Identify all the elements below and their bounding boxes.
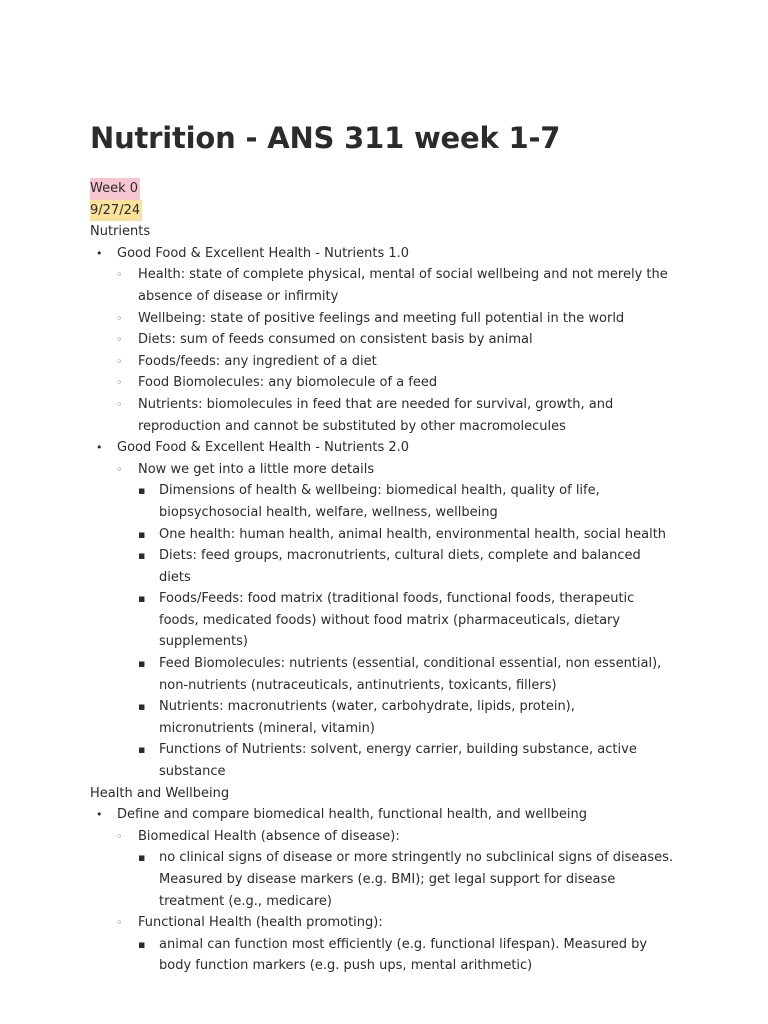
- list-item-text: Now we get into a little more details: [138, 461, 375, 477]
- list-item-text: Biomedical Health (absence of disease):: [138, 828, 400, 844]
- list-item-text: Dimensions of health & wellbeing: biomedical health, quality of life, biopsychosocial health, welfare, wellness, wellbeing: [159, 483, 600, 520]
- page-title: Nutrition - ANS 311 week 1-7: [90, 121, 561, 155]
- week-line: [90, 178, 690, 200]
- circle-bullet-icon: ◦: [116, 311, 123, 325]
- list-item: [90, 329, 690, 351]
- list-item-text: Wellbeing: state of positive feelings and meeting full potential in the world: [138, 310, 625, 326]
- bullet-icon: •: [96, 246, 103, 260]
- date-label: 9/27/24: [90, 200, 142, 222]
- circle-bullet-icon: ◦: [116, 397, 123, 411]
- list-item-text: Diets: feed groups, macronutrients, cultural diets, complete and balanced diets: [159, 548, 641, 585]
- square-bullet-icon: ▪: [138, 700, 146, 714]
- list-item-text: animal can function most efficiently (e.g. functional lifespan). Measured by body function markers (e.g. push ups, mental arithmetic): [159, 936, 648, 974]
- square-bullet-icon: ▪: [138, 592, 146, 606]
- square-bullet-icon: ▪: [138, 657, 146, 671]
- list-item: [90, 372, 690, 394]
- list-item-text: Functional Health (health promoting):: [138, 915, 383, 931]
- list-item: [90, 243, 690, 265]
- circle-bullet-icon: ◦: [116, 268, 123, 282]
- note-page: [90, 118, 690, 977]
- date-line: [90, 200, 690, 222]
- circle-bullet-icon: ◦: [116, 354, 123, 368]
- list-item: [90, 394, 690, 437]
- list-item-text: Health: state of complete physical, mental of social wellbeing and not merely the absence of disease or infirmity: [138, 267, 668, 304]
- list-item: [90, 545, 690, 588]
- list-item-text: Feed Biomolecules: nutrients (essential, conditional essential, non essential), non-nutrients (nutraceuticals, antinutrients, toxicants, fillers): [159, 656, 662, 693]
- list-item-text: Functions of Nutrients: solvent, energy carrier, building substance, active substance: [159, 742, 637, 780]
- list-item: [90, 826, 690, 848]
- list-item-text: Nutrients: biomolecules in feed that are needed for survival, growth, and reproduction and cannot be substituted by other macromolecules: [138, 396, 614, 434]
- list-item: [90, 804, 690, 826]
- list-item: [90, 524, 690, 546]
- circle-bullet-icon: ◦: [116, 333, 123, 347]
- list-item-text: Good Food & Excellent Health - Nutrients 1.0: [117, 245, 410, 261]
- circle-bullet-icon: ◦: [116, 916, 123, 930]
- list-item: [90, 653, 690, 696]
- list-item: [90, 264, 690, 307]
- list-item: [90, 912, 690, 934]
- list-item: [90, 739, 690, 782]
- circle-bullet-icon: ◦: [116, 376, 123, 390]
- square-bullet-icon: ▪: [138, 851, 146, 865]
- circle-bullet-icon: ◦: [116, 829, 123, 843]
- list-item-text: Nutrients: macronutrients (water, carbohydrate, lipids, protein), micronutrients (mineral, vitamin): [159, 699, 575, 736]
- square-bullet-icon: ▪: [138, 937, 146, 951]
- section-heading-nutrients: Nutrients: [90, 224, 151, 240]
- list-item: [90, 437, 690, 459]
- list-item-text: no clinical signs of disease or more stringently no subclinical signs of diseases. Measured by disease markers (e.g. BMI); get legal support for disease treatment (e.g., medicare): [159, 850, 674, 909]
- list-item: [90, 459, 690, 481]
- circle-bullet-icon: ◦: [116, 462, 123, 476]
- list-item-text: Define and compare biomedical health, functional health, and wellbeing: [117, 807, 587, 823]
- health-list: [90, 804, 690, 977]
- square-bullet-icon: ▪: [138, 549, 146, 563]
- list-item: [90, 351, 690, 373]
- list-item: [90, 847, 690, 912]
- square-bullet-icon: ▪: [138, 484, 146, 498]
- list-item-text: Food Biomolecules: any biomolecule of a feed: [138, 375, 438, 391]
- list-item: [90, 308, 690, 330]
- week-label: Week 0: [90, 178, 140, 200]
- bullet-icon: •: [96, 808, 103, 822]
- list-item-text: Good Food & Excellent Health - Nutrients 2.0: [117, 440, 410, 456]
- list-item: [90, 480, 690, 523]
- list-item: [90, 696, 690, 739]
- square-bullet-icon: ▪: [138, 527, 146, 541]
- section-heading-health: Health and Wellbeing: [90, 785, 230, 801]
- list-item: [90, 588, 690, 653]
- square-bullet-icon: ▪: [138, 743, 146, 757]
- list-item-text: Diets: sum of feeds consumed on consistent basis by animal: [138, 332, 533, 348]
- bullet-icon: •: [96, 441, 103, 455]
- nutrients-list: [90, 243, 690, 783]
- list-item-text: Foods/Feeds: food matrix (traditional foods, functional foods, therapeutic foods, medicated foods) without food matrix (pharmaceuticals, dietary supplements): [159, 591, 635, 650]
- list-item-text: One health: human health, animal health, environmental health, social health: [159, 526, 667, 542]
- list-item: [90, 934, 690, 977]
- list-item-text: Foods/feeds: any ingredient of a diet: [138, 353, 377, 369]
